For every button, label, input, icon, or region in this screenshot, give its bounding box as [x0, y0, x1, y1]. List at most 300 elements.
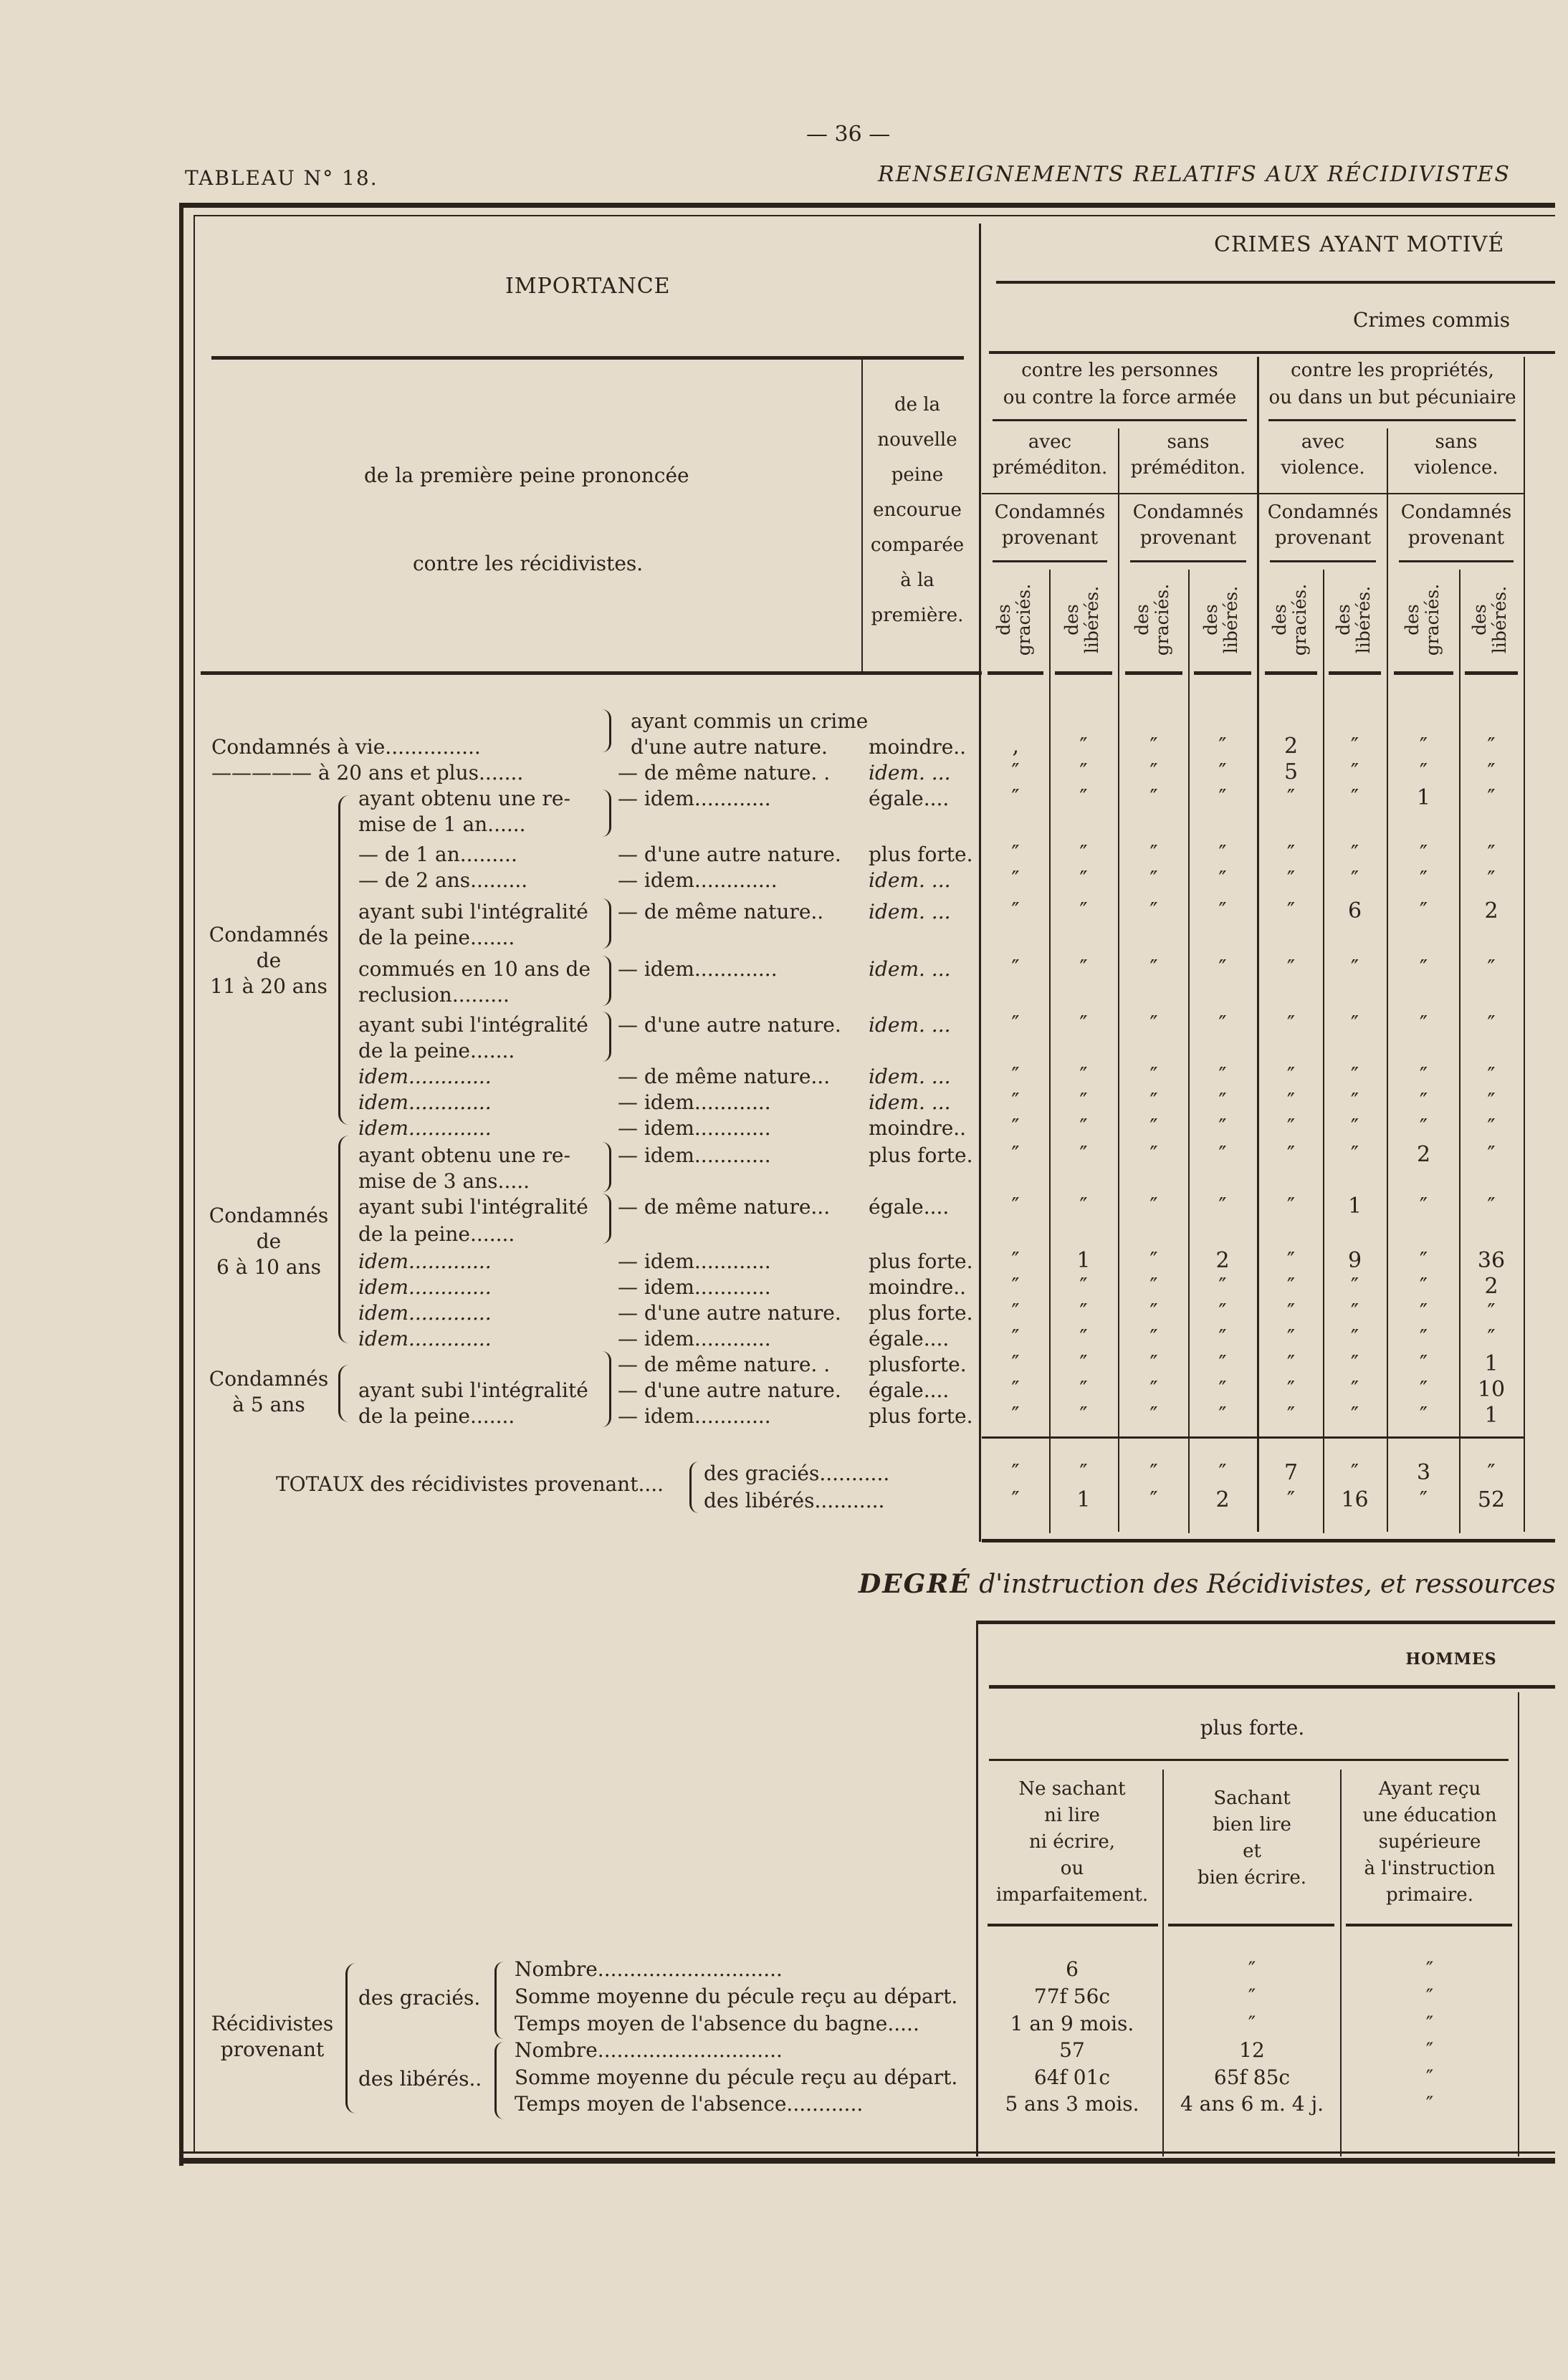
row-value: ″ [1011, 1300, 1020, 1325]
row-value: ″ [1079, 734, 1088, 759]
total-liberes-value: 2 [1215, 1487, 1230, 1512]
des-liberes-header [1062, 570, 1105, 670]
total-liberes-value: 16 [1341, 1487, 1369, 1512]
row-value: ″ [1350, 759, 1359, 784]
row-value: ″ [1218, 734, 1227, 759]
rot-line-2: libérés. [1489, 585, 1510, 654]
group-5-line1: Condamnés [209, 1367, 329, 1391]
row-value: ″ [1286, 1377, 1296, 1402]
group-brace-2 [1268, 419, 1516, 421]
row-comparison: idem. ... [869, 1090, 951, 1114]
total-gracies-value: 3 [1416, 1460, 1431, 1485]
row-value: ″ [1079, 1194, 1088, 1219]
row-value: ″ [1079, 1351, 1088, 1376]
row-value: 2 [1283, 734, 1299, 759]
sub-avec-premedit-1: avec [1028, 431, 1072, 453]
row-label: de la peine....... [358, 1404, 515, 1428]
row-value: ″ [1350, 867, 1359, 892]
s2-header-rule-3 [1346, 1924, 1512, 1926]
section2-title [859, 1569, 1556, 1599]
row-value: ″ [1149, 1063, 1158, 1088]
left-rule [179, 203, 183, 2166]
row-value: ″ [1149, 1142, 1158, 1167]
row-value: ″ [1011, 841, 1020, 866]
row-value: ″ [1011, 867, 1020, 892]
row-value: ″ [1149, 841, 1158, 866]
new-penalty-line: comparée [870, 534, 965, 556]
row-value: ″ [1011, 1142, 1020, 1167]
row-nature: — idem............ [618, 787, 771, 810]
row-comparison: égale.... [869, 1195, 950, 1219]
row-value: ″ [1079, 785, 1088, 810]
s2-header-rule-1 [988, 1924, 1158, 1926]
total-liberes-value: ″ [1011, 1487, 1020, 1512]
row-value: 6 [1347, 898, 1362, 923]
row-label: — de 2 ans......... [358, 868, 528, 892]
section2-row-value: 4 ans 6 m. 4 j. [1180, 2092, 1324, 2116]
row-comparison: idem. ... [869, 868, 951, 892]
totals-liberes-label: des libérés........... [704, 1489, 885, 1512]
row-value: 1 [1484, 1403, 1498, 1428]
row-value: ″ [1487, 1063, 1496, 1088]
row-value: ″ [1149, 1012, 1158, 1037]
row-value: 1 [1416, 785, 1431, 810]
section2-header-line: et [1243, 1841, 1261, 1862]
row-nature: — idem............. [618, 957, 778, 981]
total-liberes-value: ″ [1286, 1487, 1296, 1512]
row-value: ″ [1218, 759, 1227, 784]
row-value: ″ [1419, 734, 1428, 759]
rot-line-1: des [1401, 604, 1423, 635]
row-value: ″ [1487, 1194, 1496, 1219]
row-nature: — idem............ [618, 1404, 771, 1428]
row-value: ″ [1286, 1248, 1296, 1273]
row-label: idem............. [358, 1065, 492, 1088]
row-brace [602, 956, 611, 1006]
section2-row-value: 64f 01c [1033, 2065, 1111, 2089]
row-value: ″ [1286, 1012, 1296, 1037]
column-underline [1394, 671, 1453, 675]
row-value: ″ [1218, 1063, 1227, 1088]
column-underline [1265, 671, 1317, 675]
top-rule-thin [193, 215, 1555, 216]
row-value: ″ [1286, 1194, 1296, 1219]
row-value: ″ [1079, 1403, 1088, 1428]
sub-sans-premedit-1: sans [1167, 431, 1210, 453]
row-nature: — de même nature.. [618, 900, 824, 923]
new-penalty-line: à la [900, 570, 934, 591]
section2-top-rule [976, 1621, 1555, 1624]
row-value: ″ [1079, 867, 1088, 892]
total-liberes-value: ″ [1149, 1487, 1158, 1512]
section2-row-label: Somme moyenne du pécule reçu au départ. [515, 1985, 958, 2008]
total-liberes-value: 1 [1076, 1487, 1091, 1512]
row-nature: ayant commis un crime [631, 709, 869, 733]
row-value: ″ [1350, 734, 1359, 759]
totals-gracies-label: des graciés........... [704, 1462, 890, 1485]
row-value: ″ [1487, 1142, 1496, 1167]
row-value: ″ [1286, 841, 1296, 866]
total-gracies-value: ″ [1218, 1460, 1227, 1485]
row-value: ″ [1218, 785, 1227, 810]
group-brace-1 [993, 419, 1247, 421]
row-value: ″ [1011, 1325, 1020, 1350]
row-value: ″ [1079, 1063, 1088, 1088]
row-comparison: plus forte. [869, 843, 973, 866]
row-value: ″ [1149, 1115, 1158, 1140]
row-value: ″ [1218, 1115, 1227, 1140]
crimes-brace [996, 281, 1555, 284]
column-underline [1055, 671, 1112, 675]
row-value: ″ [1419, 1351, 1428, 1376]
rot-line-2: graciés. [1289, 583, 1310, 656]
row-value: ″ [1079, 1300, 1088, 1325]
provenant-label: provenant [1001, 527, 1099, 549]
section2-row-value: ″ [1425, 2038, 1434, 2062]
section2-right-rule [1518, 1692, 1519, 2156]
row-nature: — idem............ [618, 1116, 771, 1140]
row-label: mise de 1 an...... [358, 812, 526, 836]
section2-row-value: 65f 85c [1213, 2065, 1291, 2089]
row-value: ″ [1218, 1274, 1227, 1299]
des-gracies-header [1270, 570, 1313, 670]
group-persons-2: ou contre la force armée [1003, 387, 1237, 408]
row-value: ″ [1419, 1089, 1428, 1114]
des-liberes-header [1470, 570, 1513, 670]
group-property-1: contre les propriétés, [1291, 360, 1494, 381]
row-value: 36 [1477, 1248, 1506, 1273]
section2-row-value: 57 [1059, 2038, 1085, 2062]
row-label: idem............. [358, 1116, 492, 1140]
row-comparison: plus forte. [869, 1404, 973, 1428]
row-label: ayant subi l'intégralité [358, 1195, 588, 1219]
section2-row-label: Temps moyen de l'absence du bagne..... [515, 2012, 919, 2035]
row-value: ″ [1149, 1274, 1158, 1299]
group-5-line2: à 5 ans [232, 1393, 305, 1416]
row-value: ″ [1487, 841, 1496, 866]
totals-rule [982, 1436, 1524, 1439]
row-value: ″ [1286, 1063, 1296, 1088]
row-value: ″ [1218, 956, 1227, 981]
row-value: ″ [1011, 1012, 1020, 1037]
row-value: ″ [1079, 1012, 1088, 1037]
row-value: ″ [1149, 1325, 1158, 1350]
row-value: ″ [1011, 1063, 1020, 1088]
row-label: ayant obtenu une re- [358, 787, 570, 810]
row-value: ″ [1419, 956, 1428, 981]
provenant-brace [1130, 560, 1246, 562]
section2-header-line: ni écrire, [1028, 1831, 1116, 1853]
row-comparison: plus forte. [869, 1143, 973, 1167]
row-label: de la peine....... [358, 1222, 515, 1246]
row-label: idem............. [358, 1275, 492, 1299]
s2-des-liberes: des libérés.. [358, 2067, 482, 2091]
section2-left-rule [976, 1621, 978, 2156]
row-value: ″ [1487, 759, 1496, 784]
rot-line-1: des [1332, 604, 1354, 635]
s2-header-rule-2 [1168, 1924, 1334, 1926]
row-label: reclusion......... [358, 983, 510, 1007]
row-value: ″ [1286, 898, 1296, 923]
row-value: 2 [1215, 1248, 1230, 1273]
section2-row-value: ″ [1425, 1985, 1434, 2008]
row-comparison: plus forte. [869, 1301, 973, 1325]
row-nature: — idem............ [618, 1327, 771, 1350]
section2-header-line: à l'instruction [1364, 1858, 1496, 1879]
recidivistes-line1: Récidivistes [211, 2012, 334, 2035]
column-underline [1329, 671, 1381, 675]
row-value: ″ [1218, 1300, 1227, 1325]
s2-des-gracies: des graciés. [358, 1986, 481, 2010]
new-penalty-line: nouvelle [877, 429, 957, 451]
group-11-20-line2: de [256, 949, 282, 972]
row-value: 2 [1484, 898, 1498, 923]
row-comparison: égale.... [869, 787, 950, 810]
row-comparison: idem. ... [869, 957, 951, 981]
section2-row-value: ″ [1425, 2092, 1434, 2116]
section2-row-value: 6 [1066, 1957, 1079, 1981]
hommes-label: HOMMES [1405, 1650, 1497, 1669]
row-value: ″ [1149, 898, 1158, 923]
section2-header-line: ou [1060, 1858, 1084, 1879]
sub-rule [982, 493, 1524, 494]
column-underline [1194, 671, 1251, 675]
section2-header-line: une éducation [1362, 1805, 1497, 1826]
recidivistes-brace [345, 1963, 356, 2113]
importance-heading: IMPORTANCE [505, 274, 671, 299]
new-penalty-divider [861, 358, 863, 673]
row-value: ″ [1079, 956, 1088, 981]
first-penalty-label: de la première peine prononcée [364, 464, 689, 487]
section2-row-label: Temps moyen de l'absence............ [515, 2092, 864, 2116]
rot-line-2: graciés. [1421, 583, 1443, 656]
rot-line-2: libérés. [1081, 585, 1102, 654]
row-value: ″ [1011, 1274, 1020, 1299]
sub-avec-premedit-2: préméditon. [992, 457, 1108, 479]
row-value: ″ [1149, 867, 1158, 892]
section1-end-rule [982, 1539, 1555, 1542]
row-label: ayant subi l'intégralité [358, 1378, 588, 1402]
row-value: ″ [1286, 1115, 1296, 1140]
row-value: ″ [1419, 1300, 1428, 1325]
section2-row-value: ″ [1248, 2012, 1256, 2035]
row-nature: — de même nature. . [618, 761, 831, 784]
row-label: de la peine....... [358, 1039, 515, 1062]
row-brace [602, 709, 611, 752]
section2-row-value: 77f 56c [1033, 1985, 1111, 2008]
row-value: ″ [1350, 1089, 1359, 1114]
row-value: ″ [1011, 898, 1020, 923]
group-11-20-line1: Condamnés [209, 923, 329, 946]
row-comparison: plus forte. [869, 1249, 973, 1273]
row-value: ″ [1011, 1194, 1020, 1219]
row-value: ″ [1350, 841, 1359, 866]
sub-avec-violence-1: avec [1301, 431, 1345, 453]
section2-header-line: Sachant [1213, 1788, 1291, 1809]
row-value: ″ [1011, 1089, 1020, 1114]
bottom-rule-thick [179, 2158, 1555, 2164]
row-value: 1 [1347, 1194, 1362, 1219]
row-value: ″ [1149, 759, 1158, 784]
section2-title-rest: d'instruction des Récidivistes, et ressources [979, 1570, 1556, 1599]
row-label: idem............. [358, 1249, 492, 1273]
group-property-2: ou dans un but pécuniaire [1268, 387, 1516, 408]
row-value: ″ [1079, 759, 1088, 784]
provenant-label: provenant [1407, 527, 1505, 549]
first-penalty-label-2: contre les récidivistes. [413, 552, 644, 575]
rot-line-2: graciés. [1152, 583, 1172, 656]
section2-title-bold: DEGRÉ [859, 1569, 971, 1599]
row-value: 1 [1076, 1248, 1091, 1273]
row-value: 1 [1484, 1351, 1498, 1376]
new-penalty-line: encourue [873, 499, 962, 521]
row-value: ″ [1419, 898, 1428, 923]
row-value: 10 [1477, 1377, 1506, 1402]
row-nature: — de même nature... [618, 1065, 831, 1088]
row-value: ″ [1011, 1377, 1020, 1402]
row-value: ″ [1487, 1012, 1496, 1037]
des-gracies-header [1402, 570, 1445, 670]
row-label: ayant subi l'intégralité [358, 1013, 588, 1037]
row-value: ″ [1218, 1194, 1227, 1219]
bottom-rule [179, 2151, 1555, 2154]
column-underline [988, 671, 1043, 675]
row-value: ″ [1218, 1012, 1227, 1037]
provenant-label: provenant [1274, 527, 1372, 549]
row-nature: — d'une autre nature. [618, 843, 841, 866]
section2-header-line: primaire. [1386, 1884, 1473, 1906]
row-value: ″ [1350, 785, 1359, 810]
top-rule [179, 203, 1555, 208]
column-underline [1465, 671, 1518, 675]
group-11-20-brace [338, 795, 349, 1125]
row-brace [602, 790, 611, 837]
des-liberes-header [1201, 570, 1244, 670]
row-value: ″ [1286, 785, 1296, 810]
row-nature: — d'une autre nature. [618, 1013, 841, 1037]
crimes-divider [979, 224, 981, 1542]
row-value: ″ [1487, 1089, 1496, 1114]
row-value: ″ [1149, 734, 1158, 759]
row-value: ″ [1286, 1274, 1296, 1299]
row-value: ″ [1286, 1300, 1296, 1325]
row-label: idem............. [358, 1090, 492, 1114]
row-value: ″ [1350, 956, 1359, 981]
section2-header-line: imparfaitement. [995, 1884, 1149, 1906]
sub-sans-violence-2: violence. [1414, 457, 1498, 479]
row-value: ″ [1487, 734, 1496, 759]
row-value: 2 [1416, 1142, 1431, 1167]
section2-row-value: 1 an 9 mois. [1010, 2012, 1134, 2035]
row-value: ″ [1149, 1194, 1158, 1219]
totals-brace [689, 1462, 699, 1513]
left-rule-thin [193, 215, 195, 2153]
row-comparison: idem. ... [869, 761, 951, 784]
rot-line-2: graciés. [1013, 583, 1034, 656]
group-5-brace [338, 1365, 349, 1422]
group-6-10-line3: 6 à 10 ans [216, 1255, 321, 1279]
row-value: ″ [1149, 956, 1158, 981]
row-brace [602, 898, 611, 949]
row-value: ″ [1218, 1142, 1227, 1167]
row-value: ″ [1218, 841, 1227, 866]
rot-line-1: des [1061, 604, 1082, 635]
row-nature: — idem............ [618, 1143, 771, 1167]
row-value: ″ [1286, 867, 1296, 892]
row-value: ″ [1350, 1377, 1359, 1402]
plus-forte-brace [989, 1759, 1509, 1761]
row-value: ″ [1079, 1089, 1088, 1114]
row-comparison: moindre.. [869, 1275, 967, 1299]
s2-gracies-brace [494, 1962, 504, 2039]
section2-row-label: Somme moyenne du pécule reçu au départ. [515, 2065, 958, 2089]
group-6-10-line2: de [256, 1229, 282, 1253]
row-value: ″ [1149, 1300, 1158, 1325]
row-comparison: égale.... [869, 1378, 950, 1402]
total-liberes-value: ″ [1419, 1487, 1428, 1512]
row-value: ″ [1149, 1089, 1158, 1114]
row-value: ″ [1419, 1012, 1428, 1037]
row-value: ″ [1350, 1300, 1359, 1325]
row-value: ″ [1350, 1351, 1359, 1376]
row-brace [602, 1194, 611, 1244]
rot-line-1: des [993, 604, 1014, 635]
s2-liberes-brace [494, 2042, 504, 2119]
row-value: 5 [1283, 759, 1299, 784]
row-value: ″ [1011, 956, 1020, 981]
section2-row-label: Nombre............................. [515, 2038, 783, 2062]
row-nature: — idem............. [618, 868, 778, 892]
condamnes-label: Condamnés [994, 502, 1106, 523]
group-6-10-brace [338, 1136, 349, 1343]
importance-brace [211, 356, 964, 360]
row-value: ″ [1286, 956, 1296, 981]
row-value: ″ [1350, 1063, 1359, 1088]
row-value: ″ [1286, 1089, 1296, 1114]
header-bottom-rule [201, 671, 982, 675]
row-value: ″ [1350, 1115, 1359, 1140]
row-nature: — idem............ [618, 1249, 771, 1273]
provenant-label: provenant [1139, 527, 1237, 549]
plus-forte-label: plus forte. [1200, 1716, 1305, 1740]
total-gracies-value: ″ [1487, 1460, 1496, 1485]
row-comparison: idem. ... [869, 900, 951, 923]
condamnes-label: Condamnés [1400, 502, 1512, 523]
crimes-commis: Crimes commis [1353, 308, 1511, 332]
group-6-10-line1: Condamnés [209, 1204, 329, 1227]
row-value: ″ [1149, 785, 1158, 810]
rot-line-2: libérés. [1352, 585, 1374, 654]
row-value: ″ [1419, 1325, 1428, 1350]
row-value: ″ [1011, 785, 1020, 810]
row-nature: — d'une autre nature. [618, 1378, 841, 1402]
row-value: ″ [1079, 1274, 1088, 1299]
row-label: ayant obtenu une re- [358, 1143, 570, 1167]
row-nature: — de même nature. . [618, 1353, 831, 1376]
new-penalty-line: de la [894, 394, 941, 416]
row-value: ″ [1350, 1142, 1359, 1167]
section2-row-value: ″ [1425, 1957, 1434, 1981]
row-label: Condamnés à vie............... [211, 735, 481, 759]
tableau-label: TABLEAU N° 18. [185, 166, 378, 190]
row-value: ″ [1286, 1351, 1296, 1376]
row-value: ″ [1218, 1089, 1227, 1114]
row-label: ayant subi l'intégralité [358, 900, 588, 923]
row-value: ″ [1218, 1325, 1227, 1350]
row-value: ″ [1419, 1274, 1428, 1299]
row-value: ″ [1079, 1377, 1088, 1402]
row-value: ″ [1079, 1325, 1088, 1350]
